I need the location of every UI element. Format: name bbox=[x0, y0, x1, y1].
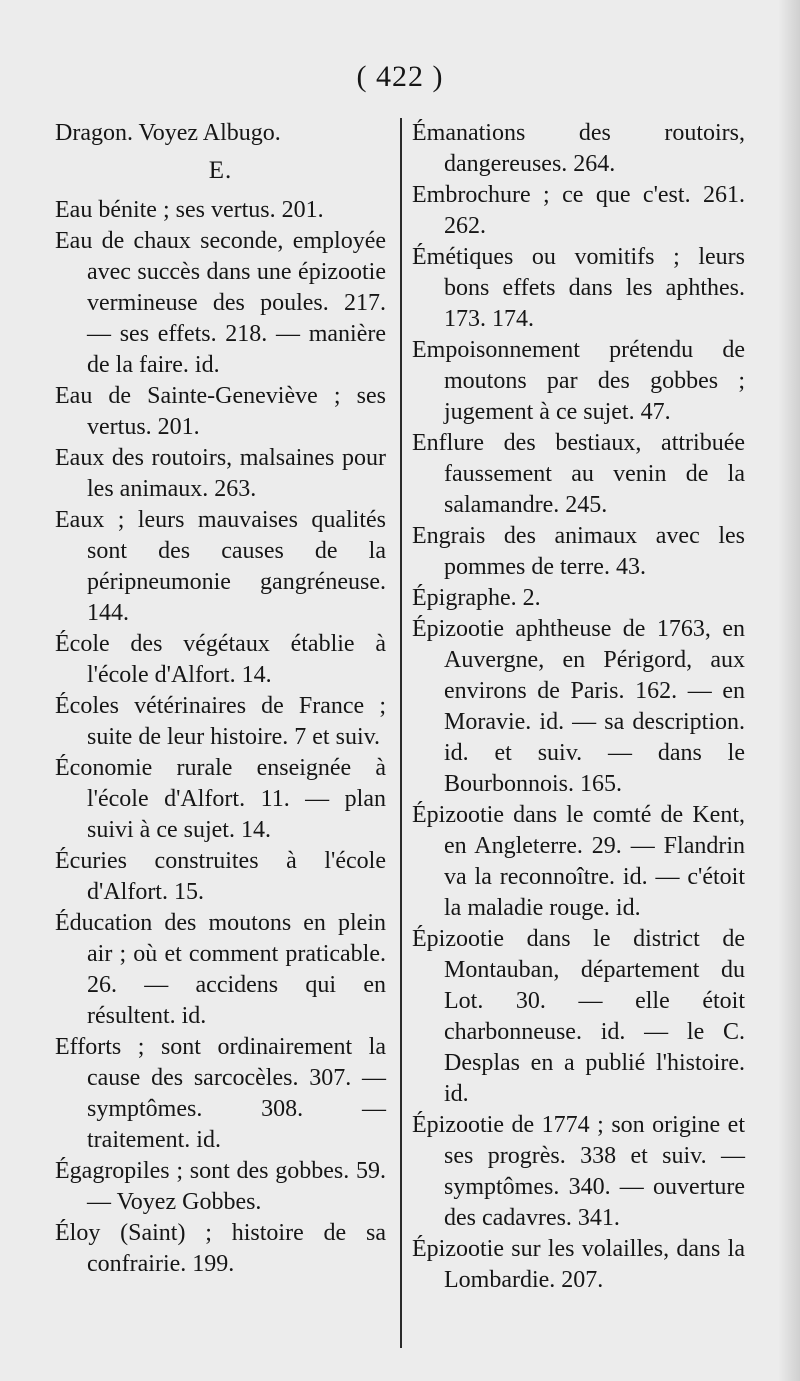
section-letter: E. bbox=[208, 157, 233, 184]
index-entry: Émétiques ou vomitifs ; leurs bons effets dans les aphthes. 173. 174. bbox=[412, 244, 745, 332]
index-entry: Épigraphe. 2. bbox=[412, 585, 541, 611]
right-column bbox=[400, 118, 745, 1348]
index-entry: Épizootie dans le comté de Kent, en Angleterre. 29. — Flandrin va la reconnoître. id. — c'étoit la maladie rouge. id. bbox=[412, 802, 745, 921]
index-entry: Égagropiles ; sont des gobbes. 59. — Voyez Gobbes. bbox=[55, 1158, 386, 1215]
index-entry: Efforts ; sont ordinairement la cause des sarcocèles. 307. — symptômes. 308. — traitement. id. bbox=[55, 1034, 386, 1153]
index-entry: Eau de chaux seconde, employée avec succès dans une épizootie vermineuse des poules. 217. — ses effets. 218. — manière de la faire. id. bbox=[55, 228, 386, 378]
index-entry: École des végétaux établie à l'école d'Alfort. 14. bbox=[55, 631, 386, 688]
index-entry: Économie rurale enseignée à l'école d'Alfort. 11. — plan suivi à ce sujet. 14. bbox=[55, 755, 386, 843]
index-entry: Éducation des moutons en plein air ; où et comment praticable. 26. — accidens qui en résultent. id. bbox=[55, 910, 386, 1029]
page-number: ( 422 ) bbox=[356, 60, 444, 93]
index-entry: Eaux ; leurs mauvaises qualités sont des causes de la péripneumonie gangréneuse. 144. bbox=[55, 507, 386, 626]
index-columns bbox=[55, 118, 745, 1348]
index-entry: Éloy (Saint) ; histoire de sa confrairie. 199. bbox=[55, 1220, 386, 1277]
index-entry: Enflure des bestiaux, attribuée faussement au venin de la salamandre. 245. bbox=[412, 430, 745, 518]
index-entry: Eaux des routoirs, malsaines pour les animaux. 263. bbox=[55, 445, 386, 502]
index-entry: Dragon. Voyez Albugo. bbox=[55, 120, 281, 146]
index-entry: Engrais des animaux avec les pommes de terre. 43. bbox=[412, 523, 745, 580]
index-entry: Écoles vétérinaires de France ; suite de leur histoire. 7 et suiv. bbox=[55, 693, 386, 750]
index-entry: Eau de Sainte-Geneviève ; ses vertus. 201. bbox=[55, 383, 386, 440]
index-entry: Épizootie sur les volailles, dans la Lombardie. 207. bbox=[412, 1236, 745, 1293]
index-entry: Empoisonnement prétendu de moutons par des gobbes ; jugement à ce sujet. 47. bbox=[412, 337, 745, 425]
index-entry: Épizootie aphtheuse de 1763, en Auvergne, en Périgord, aux environs de Paris. 162. — en Moravie. id. — sa description. id. et suiv. — dans le Bourbonnois. 165. bbox=[412, 616, 745, 797]
index-entry: Embrochure ; ce que c'est. 261. 262. bbox=[412, 182, 745, 239]
index-entry: Émanations des routoirs, dangereuses. 264. bbox=[412, 120, 745, 177]
index-entry: Épizootie dans le district de Montauban, département du Lot. 30. — elle étoit charbonneuse. id. — le C. Desplas en a publié l'histoire. id. bbox=[412, 926, 745, 1107]
left-column bbox=[55, 118, 400, 1348]
index-entry: Épizootie de 1774 ; son origine et ses progrès. 338 et suiv. — symptômes. 340. — ouverture des cadavres. 341. bbox=[412, 1112, 745, 1231]
index-entry: Eau bénite ; ses vertus. 201. bbox=[55, 197, 324, 223]
index-entry: Écuries construites à l'école d'Alfort. 15. bbox=[55, 848, 386, 905]
